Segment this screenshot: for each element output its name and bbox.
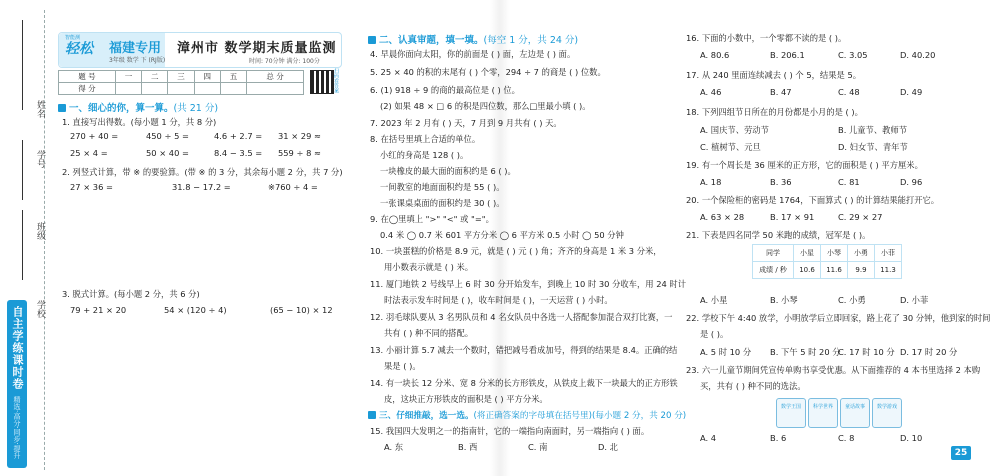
choice-option[interactable]: D. 17 时 20 分 xyxy=(900,347,958,357)
question-line: 用小数表示就是 ( ) 米。 xyxy=(384,262,474,272)
page-number: 25 xyxy=(951,446,971,460)
book-title: 数学王国 xyxy=(780,404,801,410)
choice-option[interactable]: B. 6 xyxy=(770,433,787,443)
choice-option[interactable]: A. 46 xyxy=(700,87,722,97)
choice-option[interactable]: C. 3.05 xyxy=(838,50,868,60)
choice-option[interactable]: D. 10 xyxy=(900,433,923,443)
choice-option[interactable]: C. 17 时 10 分 xyxy=(838,347,895,357)
question-22-cont: 是 ( )。 xyxy=(700,329,729,339)
choice-option[interactable]: D. 40.20 xyxy=(900,50,936,60)
mixed-calc-item: (65 − 10) × 12 xyxy=(270,305,333,315)
mixed-calc-item: 79 + 21 × 20 xyxy=(70,305,127,315)
choice-option[interactable]: A. 63 × 28 xyxy=(700,212,745,222)
book-icon xyxy=(872,398,902,428)
calc-item: 50 × 40 = xyxy=(146,148,189,158)
choice-option[interactable]: B. 小琴 xyxy=(770,295,798,305)
score-cell: 四 xyxy=(194,71,220,83)
choice-option[interactable]: A. 4 xyxy=(700,433,717,443)
choice-option[interactable]: B. 206.1 xyxy=(770,50,805,60)
question-line: 小红的身高是 128 ( )。 xyxy=(380,150,469,160)
class-label: 班级 xyxy=(35,222,45,240)
vertical-calc-item: 27 × 36 = xyxy=(70,182,113,192)
vertical-calc-item: ※760 ÷ 4 = xyxy=(268,182,318,192)
series-tag-title: 自主学练课时卷 xyxy=(11,306,24,390)
student-id-line xyxy=(22,140,23,200)
book-icon xyxy=(776,398,806,428)
edition-sub: 3年级 数学 下 (RJ版) xyxy=(109,57,166,64)
choice-option[interactable]: D. 小菲 xyxy=(900,295,929,305)
question-line: 0.4 米 ◯ 0.7 米 601 平方分米 ◯ 6 平方米 0.5 小时 ◯ 50 分钟 xyxy=(380,230,624,240)
table-cell: 10.6 xyxy=(794,262,821,279)
section-1-title: 一、细心的你，算一算。 xyxy=(69,103,174,114)
calc-item: 559 ÷ 8 ≈ xyxy=(278,148,321,158)
score-table xyxy=(58,70,304,95)
question-line: 12. 羽毛球队要从 3 名男队员和 4 名女队员中各选一人搭配参加混合双打比赛，一 xyxy=(370,312,673,322)
table-cell: 小勇 xyxy=(848,245,875,262)
table-cell: 小星 xyxy=(794,245,821,262)
score-cell: 得 分 xyxy=(59,83,116,95)
brand-logo: 轻松 xyxy=(65,41,93,57)
choice-option[interactable]: B. 17 × 91 xyxy=(770,212,815,222)
table-row xyxy=(753,262,902,279)
question-18: 18. 下列四组节日所在的月份都是小月的是 ( )。 xyxy=(686,107,863,117)
book-title: 数学游戏 xyxy=(876,404,897,410)
book-title: 科学世界 xyxy=(812,404,833,410)
table-cell: 成绩 / 秒 xyxy=(753,262,794,279)
choice-option[interactable]: C. 8 xyxy=(838,433,855,443)
table-cell: 9.9 xyxy=(848,262,875,279)
question-line: 8. 在括号里填上合适的单位。 xyxy=(370,134,481,144)
score-row-values xyxy=(59,83,304,95)
score-cell: 总 分 xyxy=(247,71,304,83)
question-16: 16. 下面的小数中，一个零都不读的是 ( )。 xyxy=(686,33,847,43)
choice-option[interactable]: D. 49 xyxy=(900,87,923,97)
choice-option[interactable]: D. 北 xyxy=(598,442,618,452)
table-cell: 11.3 xyxy=(875,262,902,279)
question-19: 19. 有一个周长是 36 厘米的正方形，它的面积是 ( ) 平方厘米。 xyxy=(686,160,923,170)
question-line: 4. 早晨你面向太阳，你的前面是 ( ) 面，左边是 ( ) 面。 xyxy=(370,49,576,59)
choice-option[interactable]: A. 18 xyxy=(700,177,722,187)
school-label: 学校 xyxy=(35,300,45,318)
question-23-cont: 买，共有 ( ) 种不同的选法。 xyxy=(700,381,806,391)
section-marker-icon xyxy=(368,36,376,44)
choice-option[interactable]: C. 48 xyxy=(838,87,860,97)
book-icon xyxy=(840,398,870,428)
question-23: 23. 六一儿童节期间凭宣传单购书享受优惠。从下面推荐的 4 本书里选择 2 本购 xyxy=(686,365,981,375)
section-1-note: (共 21 分) xyxy=(173,103,219,114)
section-marker-icon xyxy=(58,104,66,112)
choice-option[interactable]: C. 小勇 xyxy=(838,295,866,305)
edition-label: 福建专用 xyxy=(109,41,162,56)
score-cell: 二 xyxy=(142,71,168,83)
class-line xyxy=(22,210,23,280)
question-line: 9. 在◯里填上 ">" "<" 或 "="。 xyxy=(370,214,494,224)
choice-option[interactable]: A. 80.6 xyxy=(700,50,730,60)
question-line: 10. 一块蛋糕的价格是 8.9 元，就是 ( ) 元 ( ) 角；齐齐的身高是 1 米 3 分米， xyxy=(370,246,662,256)
cut-line xyxy=(44,10,45,470)
question-21: 21. 下表是四名同学 50 米跑的成绩，冠军是 ( )。 xyxy=(686,230,871,240)
choice-option[interactable]: B. 下午 5 时 20 分 xyxy=(770,347,841,357)
question-line: 时法表示发车时间是 ( )，收车时间是 ( )，一天运营 ( ) 小时。 xyxy=(384,295,613,305)
student-id-label: 学号 xyxy=(35,150,45,168)
score-input-cell[interactable] xyxy=(115,83,141,95)
running-score-table xyxy=(752,244,902,279)
choice-option[interactable]: B. 西 xyxy=(458,442,478,452)
series-tag xyxy=(7,300,27,468)
section-3-note: (将正确答案的字母填在括号里)(每小题 2 分，共 20 分) xyxy=(473,411,687,421)
table-cell: 11.6 xyxy=(821,262,848,279)
question-line: 一间教室的地面面积约是 55 ( )。 xyxy=(380,182,505,192)
question-line: 14. 有一块长 12 分米、宽 8 分米的长方形铁皮，从铁皮上裁下一块最大的正方形铁 xyxy=(370,378,678,388)
choice-option[interactable]: C. 植树节、元旦 xyxy=(700,142,761,152)
question-line: 6. (1) 918 ÷ 9 的商的最高位是 ( ) 位。 xyxy=(370,85,520,95)
question-line: 一块橡皮的最大面的面积约是 6 ( )。 xyxy=(380,166,516,176)
section-2-title: 二、认真审题，填一填。 xyxy=(379,35,484,46)
score-cell: 一 xyxy=(115,71,141,83)
exam-title: 漳州市 数学期末质量监测 xyxy=(177,41,337,56)
mixed-calc-item: 54 × (120 ÷ 4) xyxy=(164,305,227,315)
calc-item: 31 × 29 ≈ xyxy=(278,131,321,141)
choice-option[interactable]: C. 南 xyxy=(528,442,548,452)
question-line: 7. 2023 年 2 月有 ( ) 天，7 月到 9 月共有 ( ) 天。 xyxy=(370,118,562,128)
section-3-title: 三、仔细推敲，选一选。 xyxy=(379,411,474,421)
calc-item: 25 × 4 = xyxy=(70,148,108,158)
calc-item: 8.4 − 3.5 = xyxy=(214,148,263,158)
name-line xyxy=(22,20,23,110)
series-tag-sub: 精选·高分·同步·提升 xyxy=(13,396,21,459)
qr-code-icon[interactable] xyxy=(310,70,334,94)
question-line: (2) 如果 48 × □ 6 的积是四位数，那么□里最小填 ( )。 xyxy=(380,101,591,111)
question-3: 3. 脱式计算。(每小题 2 分，共 6 分) xyxy=(62,289,200,299)
section-2-heading xyxy=(368,32,578,46)
calc-item: 270 + 40 = xyxy=(70,131,119,141)
score-cell: 题 号 xyxy=(59,71,116,83)
question-line: 5. 25 × 40 的积的末尾有 ( ) 个零，294 ÷ 7 的商是 ( ) 位数。 xyxy=(370,67,606,77)
score-cell: 三 xyxy=(168,71,194,83)
choice-option[interactable]: B. 47 xyxy=(770,87,792,97)
exam-meta: 时间: 70分钟 满分: 100分 xyxy=(249,58,320,65)
section-2-note: (每空 1 分，共 24 分) xyxy=(483,35,579,46)
question-20: 20. 一个保险柜的密码是 1764，下面算式 ( ) 的计算结果能打开它。 xyxy=(686,195,940,205)
table-row xyxy=(753,245,902,262)
question-line: 果是 ( )。 xyxy=(384,361,421,371)
question-line: 共有 ( ) 种不同的搭配。 xyxy=(384,328,474,338)
score-input-cell[interactable] xyxy=(142,83,168,95)
question-line: 13. 小丽计算 5.7 减去一个数时，错把减号看成加号，得到的结果是 8.4。正确的结 xyxy=(370,345,678,355)
qr-tag: 扫码看答案 xyxy=(333,68,339,93)
section-3-heading xyxy=(368,409,686,421)
question-line: 皮，这块正方形铁皮的面积是 ( ) 平方分米。 xyxy=(384,394,548,404)
exam-header xyxy=(58,32,342,68)
score-input-cell[interactable] xyxy=(220,83,246,95)
question-1: 1. 直接写出得数。(每小题 1 分，共 8 分) xyxy=(62,117,217,127)
choice-option[interactable]: C. 29 × 27 xyxy=(838,212,883,222)
score-input-cell[interactable] xyxy=(194,83,220,95)
choice-option[interactable]: B. 36 xyxy=(770,177,792,187)
book-icon xyxy=(808,398,838,428)
choice-option[interactable]: B. 儿童节、教师节 xyxy=(838,125,908,135)
choice-option[interactable]: A. 东 xyxy=(384,442,404,452)
question-17: 17. 从 240 里面连续减去 ( ) 个 5，结果是 5。 xyxy=(686,70,862,80)
score-cell: 五 xyxy=(220,71,246,83)
question-line: 一张课桌桌面的面积约是 30 ( )。 xyxy=(380,198,505,208)
score-input-cell[interactable] xyxy=(168,83,194,95)
choice-option[interactable]: A. 5 时 10 分 xyxy=(700,347,752,357)
book-title: 童话故事 xyxy=(844,404,865,410)
choice-option[interactable]: A. 国庆节、劳动节 xyxy=(700,125,769,135)
logo-tagline: 智能测 xyxy=(65,35,81,41)
score-row-header xyxy=(59,71,304,83)
question-22: 22. 学校下午 4:40 放学，小明放学后立即回家，路上花了 30 分钟，他到家的时间 xyxy=(686,313,991,323)
binding-strip xyxy=(0,0,56,476)
choice-option[interactable]: D. 妇女节、青年节 xyxy=(838,142,908,152)
choice-option[interactable]: D. 96 xyxy=(900,177,923,187)
choice-option[interactable]: A. 小星 xyxy=(700,295,728,305)
calc-item: 450 ÷ 5 = xyxy=(146,131,189,141)
name-label: 姓名 xyxy=(35,100,45,118)
table-cell: 同学 xyxy=(753,245,794,262)
table-cell: 小菲 xyxy=(875,245,902,262)
score-input-cell[interactable] xyxy=(247,83,304,95)
section-1-heading xyxy=(58,100,218,114)
question-2: 2. 列竖式计算，带 ※ 的要验算。(带 ※ 的 3 分，其余每小题 2 分，共 7 分) xyxy=(62,167,343,177)
calc-item: 4.6 + 2.7 = xyxy=(214,131,263,141)
question-line: 11. 厦门地铁 2 号线早上 6 时 30 分开始发车，到晚上 10 时 30 分收车，用 24 时计 xyxy=(370,279,686,289)
question-line: 15. 我国四大发明之一的指南针，它的一端指向南面时，另一端指向 ( ) 面。 xyxy=(370,426,650,436)
section-marker-icon xyxy=(368,411,376,419)
table-cell: 小琴 xyxy=(821,245,848,262)
choice-option[interactable]: C. 81 xyxy=(838,177,860,187)
vertical-calc-item: 31.8 − 17.2 = xyxy=(172,182,231,192)
